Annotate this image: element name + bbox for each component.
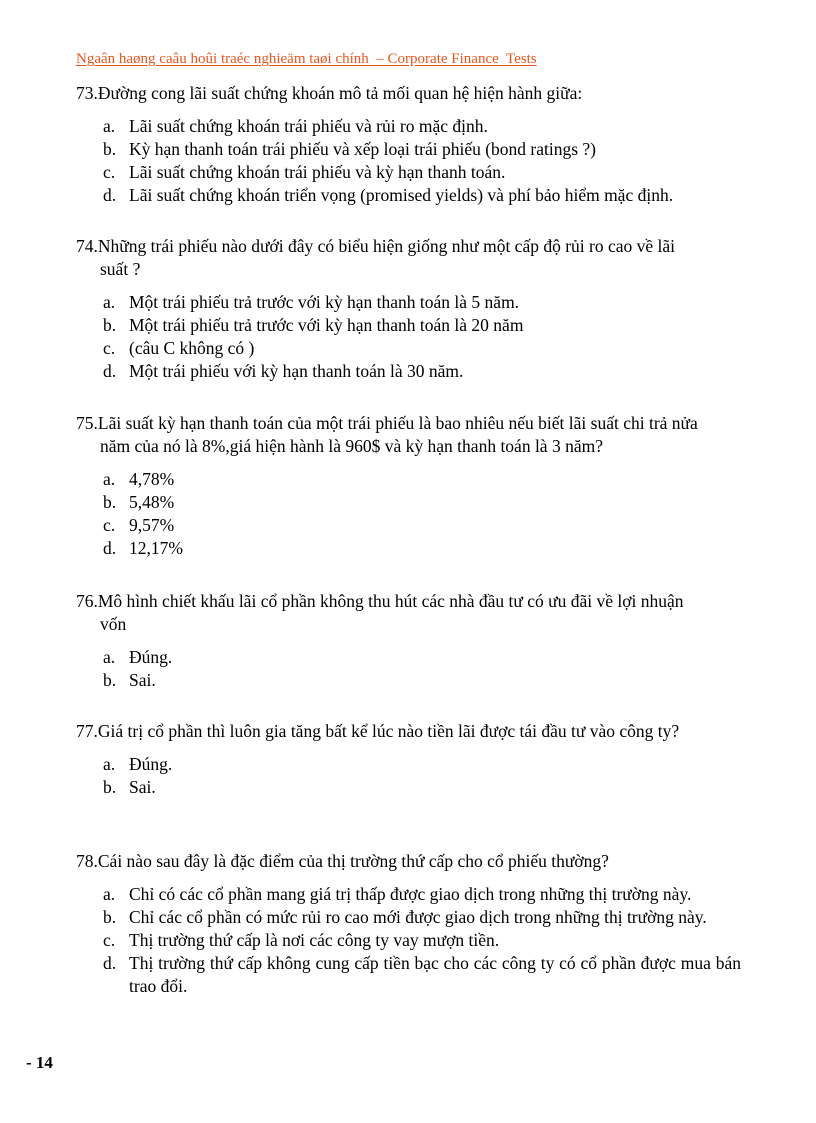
- option-c: c. Lãi suất chứng khoán trái phiếu và kỳ hạn thanh toán.: [103, 162, 506, 182]
- question-75: [76, 412, 741, 578]
- question-78: [76, 850, 741, 1016]
- question-stem: Mô hình chiết khấu lãi cổ phần không thu hút các nhà đầu tư có ưu đãi về lợi nhuận: [97, 591, 684, 611]
- question-number: 78.: [76, 851, 98, 871]
- option-a: a. Lãi suất chứng khoán trái phiếu và rủi ro mặc định.: [103, 116, 488, 136]
- question-number: 77.: [76, 721, 98, 741]
- option-list: [76, 468, 741, 560]
- option-c: c. 9,57%: [103, 515, 175, 535]
- question-stem: Lãi suất kỳ hạn thanh toán của một trái phiếu là bao nhiêu nếu biết lãi suất chi trả nửa: [97, 413, 698, 433]
- option-b: b. Sai.: [103, 777, 156, 797]
- question-stem-continued: suất ?: [100, 259, 141, 279]
- page-number: - 14: [26, 1053, 53, 1072]
- option-d: d. 12,17%: [103, 538, 183, 558]
- question-number: 76.: [76, 591, 98, 611]
- option-c: c. Thị trường thứ cấp là nơi các công ty vay mượn tiền.: [103, 930, 500, 950]
- question-number: 75.: [76, 413, 98, 433]
- option-a: a. Một trái phiếu trả trước với kỳ hạn thanh toán là 5 năm.: [103, 292, 520, 312]
- question-text: [76, 590, 741, 613]
- option-list: [76, 291, 741, 383]
- option-a: a. Đúng.: [103, 647, 173, 667]
- option-list: [76, 883, 741, 998]
- question-text: [76, 720, 741, 743]
- question-text: [76, 82, 741, 105]
- option-a: a. Chỉ có các cổ phần mang giá trị thấp được giao dịch trong những thị trường này.: [103, 884, 692, 904]
- question-stem: Đường cong lãi suất chứng khoán mô tả mối quan hệ hiện hành giữa:: [97, 83, 583, 103]
- question-stem: Những trái phiếu nào dưới đây có biểu hiện giống như một cấp độ rủi ro cao về lãi: [97, 236, 676, 256]
- question-number: 74.: [76, 236, 98, 256]
- option-c: c. (câu C không có ): [103, 338, 255, 358]
- question-74: [76, 235, 741, 401]
- question-text: [76, 235, 741, 258]
- option-list: [76, 646, 741, 692]
- question-77: [76, 720, 741, 817]
- option-b: b. Sai.: [103, 670, 156, 690]
- question-text: [76, 850, 741, 873]
- question-76: [76, 590, 741, 710]
- question-stem: Cái nào sau đây là đặc điểm của thị trường thứ cấp cho cổ phiếu thường?: [97, 851, 609, 871]
- question-number: 73.: [76, 83, 98, 103]
- option-d: d. Một trái phiếu với kỳ hạn thanh toán là 30 năm.: [103, 361, 464, 381]
- option-a: a. Đúng.: [103, 754, 173, 774]
- option-d: d. Lãi suất chứng khoán triển vọng (promised yields) và phí bảo hiểm mặc định.: [103, 185, 674, 205]
- question-73: [76, 82, 741, 225]
- question-text: [76, 412, 741, 435]
- running-header: Ngaân haøng caâu hoûi traéc nghieäm taøi chính – Corporate Finance Tests: [76, 51, 537, 67]
- option-b: b. 5,48%: [103, 492, 175, 512]
- question-stem-continued: năm của nó là 8%,giá hiện hành là 960$ và kỳ hạn thanh toán là 3 năm?: [100, 436, 603, 456]
- option-list: [76, 115, 741, 207]
- question-stem: Giá trị cổ phần thì luôn gia tăng bất kể lúc nào tiền lãi được tái đầu tư vào công ty?: [97, 721, 680, 741]
- question-stem-continued: vốn: [100, 614, 127, 634]
- option-a: a. 4,78%: [103, 469, 175, 489]
- option-b: b. Chỉ các cổ phần có mức rủi ro cao mới được giao dịch trong những thị trường này.: [103, 907, 707, 927]
- option-b: b. Kỳ hạn thanh toán trái phiếu và xếp loại trái phiếu (bond ratings ?): [103, 139, 597, 159]
- option-d: d. Thị trường thứ cấp không cung cấp tiền bạc cho các công ty có cổ phần được mua bán trao đổi.: [103, 953, 741, 996]
- option-list: [76, 753, 741, 799]
- option-b: b. Một trái phiếu trả trước với kỳ hạn thanh toán là 20 năm: [103, 315, 524, 335]
